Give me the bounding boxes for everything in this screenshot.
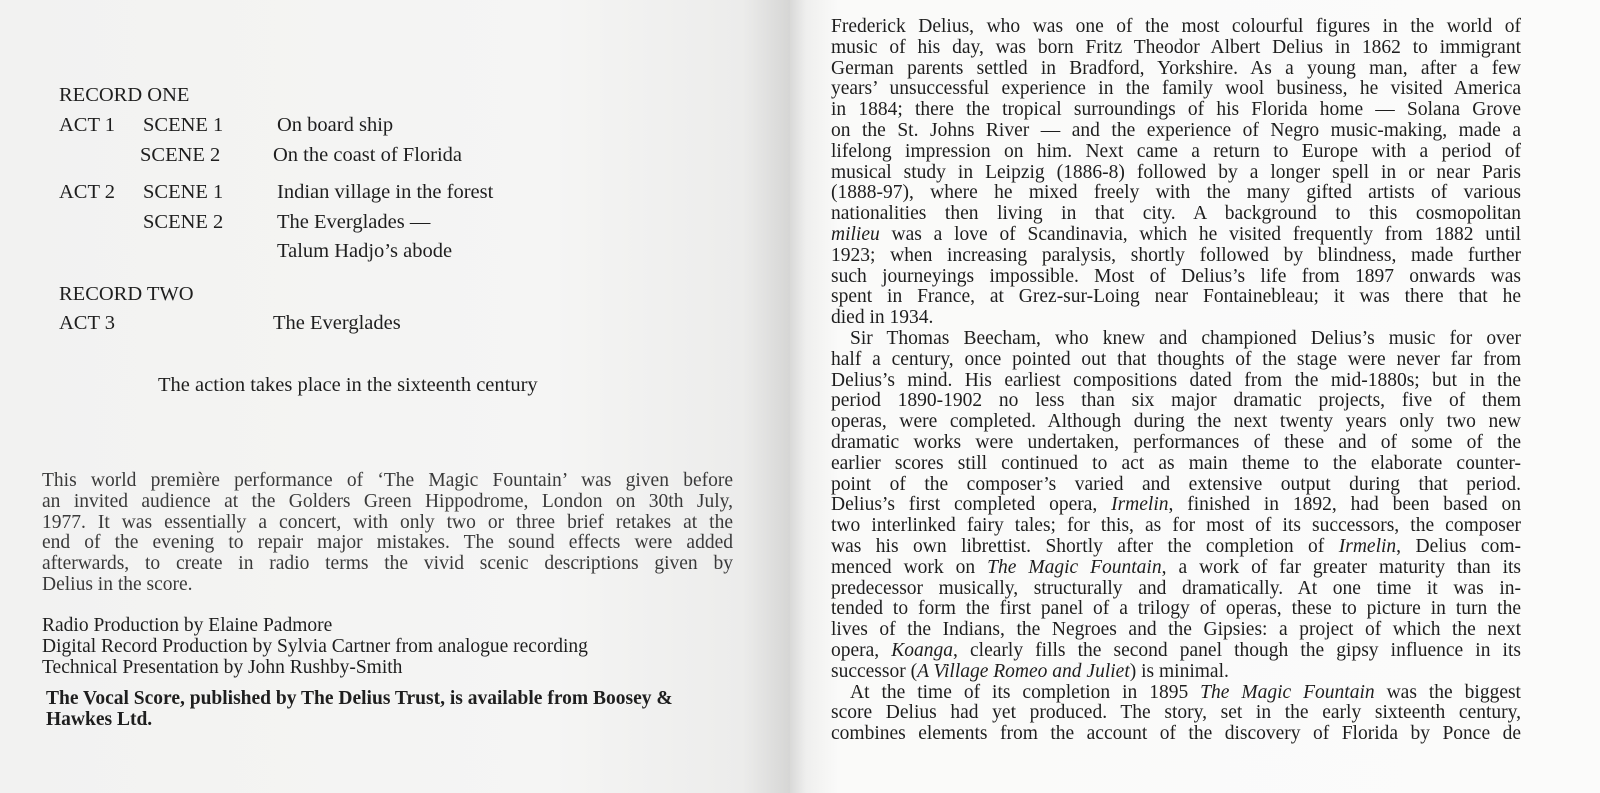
text-segment: successor ( xyxy=(831,660,918,682)
text-line xyxy=(831,183,1521,204)
text-segment: was a love of Scandinavia, which he visited frequently from 1882 until xyxy=(879,223,1521,245)
text-line xyxy=(831,537,1521,558)
italic-title: Koanga xyxy=(891,639,954,661)
text-segment: , finished in 1892, had been based on xyxy=(1168,494,1521,516)
text-segment: opera, xyxy=(831,639,892,661)
text-line xyxy=(831,225,1521,246)
text-segment: dramatic works were undertaken, performances of these and of some of the xyxy=(831,431,1521,453)
act-2-label: ACT 2 xyxy=(59,181,116,203)
act-1-scene-2-label: SCENE 2 xyxy=(140,144,221,166)
text-segment: lives of the Indians, the Negroes and the Gipsies: a project of which the next xyxy=(831,619,1521,641)
text-line xyxy=(831,308,1521,329)
text-segment: , clearly fills the second panel though the gipsy influence in its xyxy=(953,639,1521,661)
text-line xyxy=(831,287,1521,308)
italic-title: A Village Romeo and Juliet xyxy=(917,660,1130,682)
text-line xyxy=(831,558,1521,579)
text-segment: period 1890-1902 no less than six major dramatic projects, five of them xyxy=(831,390,1521,412)
text-line xyxy=(831,683,1521,704)
text-segment: in 1884; there the tropical surroundings of his Florida home — Solana Grove xyxy=(831,99,1521,121)
act-3-title: The Everglades xyxy=(273,312,401,334)
paragraph-line: afterwards, to create in radio terms the vivid scenic descriptions given by xyxy=(42,553,733,575)
text-segment: , a work of far greater maturity than its xyxy=(1161,556,1521,578)
text-segment: point of the composer’s varied and extensive output during that period. xyxy=(831,473,1521,495)
text-line xyxy=(831,724,1521,745)
paragraph-line: Delius in the score. xyxy=(42,573,193,595)
act-2-scene-1-label: SCENE 1 xyxy=(143,181,224,203)
premiere-paragraph xyxy=(42,471,733,596)
act-1-label: ACT 1 xyxy=(59,114,116,136)
text-line xyxy=(831,204,1521,225)
text-segment: died in 1934. xyxy=(831,307,934,329)
text-line xyxy=(831,391,1521,412)
italic-title: The Magic Fountain xyxy=(987,556,1162,578)
text-segment: predecessor musically, structurally and dramatically. At one time it was in- xyxy=(831,577,1521,599)
text-segment: on the St. Johns River — and the experience of Negro music-making, made a xyxy=(831,119,1521,141)
text-line xyxy=(831,412,1521,433)
biography-text xyxy=(831,17,1521,745)
act-2-scene-2-label: SCENE 2 xyxy=(143,211,224,233)
text-segment: (1888-97), where he mixed freely with the many gifted artists of various xyxy=(831,182,1521,204)
text-line xyxy=(831,79,1521,100)
text-line xyxy=(831,371,1521,392)
text-segment: Delius’s mind. His earliest compositions dated from the mid-1880s; but in the xyxy=(831,369,1521,391)
text-line xyxy=(831,121,1521,142)
text-line xyxy=(831,350,1521,371)
act-2-scene-1-title: Indian village in the forest xyxy=(277,181,494,203)
text-segment: Delius’s first completed opera, xyxy=(831,494,1112,516)
text-line xyxy=(831,495,1521,516)
text-line xyxy=(831,516,1521,537)
text-line xyxy=(831,579,1521,600)
credit-digital-production: Digital Record Production by Sylvia Cartner from analogue recording xyxy=(42,636,588,657)
act-1-scene-1-label: SCENE 1 xyxy=(143,114,224,136)
text-segment: music of his day, was born Fritz Theodor Albert Delius in 1862 to immigrant xyxy=(831,36,1521,58)
act-2-scene-2-title-cont: Talum Hadjo’s abode xyxy=(277,240,453,262)
text-line xyxy=(831,59,1521,80)
text-line xyxy=(831,246,1521,267)
credit-technical-presentation: Technical Presentation by John Rushby-Smith xyxy=(42,657,403,678)
setting-note: The action takes place in the sixteenth century xyxy=(158,374,538,396)
text-segment: , Delius com- xyxy=(1396,535,1521,557)
act-2-scene-2-title: The Everglades — xyxy=(277,211,431,233)
vocal-score-note xyxy=(46,689,736,730)
text-segment: menced work on xyxy=(831,556,988,578)
text-line xyxy=(831,703,1521,724)
text-segment: tended to form the first panel of a trilogy of operas, these to picture in turn the xyxy=(831,598,1521,620)
text-line xyxy=(831,433,1521,454)
act-3-label: ACT 3 xyxy=(59,312,116,334)
italic-title: The Magic Fountain xyxy=(1200,681,1375,703)
paragraph-line: end of the evening to repair major mistakes. The sound effects were added xyxy=(42,532,733,554)
italic-title: Irmelin xyxy=(1338,535,1397,557)
paragraph-line: 1977. It was essentially a concert, with only two or three brief retakes at the xyxy=(42,511,733,533)
paragraph-line: This world première performance of ‘The Magic Fountain’ was given before xyxy=(42,470,733,491)
production-credits xyxy=(42,615,588,678)
text-segment: was his own librettist. Shortly after the completion of xyxy=(831,535,1339,557)
text-line xyxy=(831,599,1521,620)
text-line xyxy=(831,662,1521,683)
text-segment: nationalities then living in that city. A background to this cosmopolitan xyxy=(831,203,1521,225)
text-line xyxy=(831,17,1521,38)
text-segment: such journeyings impossible. Most of Delius’s life from 1897 onwards was xyxy=(831,265,1521,287)
text-segment: ) is minimal. xyxy=(1129,660,1229,682)
vocal-score-line: Hawkes Ltd. xyxy=(46,708,153,730)
text-segment: operas, were completed. Although during the next twenty years only two new xyxy=(831,411,1521,433)
text-line xyxy=(831,267,1521,288)
credit-radio-production: Radio Production by Elaine Padmore xyxy=(42,615,333,636)
text-line xyxy=(831,475,1521,496)
italic-title: milieu xyxy=(831,223,880,245)
text-line xyxy=(831,620,1521,641)
text-segment: lifelong impression on him. Next came a return to Europe with a period of xyxy=(831,140,1521,162)
text-segment: earlier scores still continued to act as main theme to the elaborate counter- xyxy=(831,452,1521,474)
text-segment: musical study in Leipzig (1886-8) followed by a longer spell in or near Paris xyxy=(831,161,1521,183)
text-line xyxy=(831,100,1521,121)
text-segment: 1923; when increasing paralysis, shortly followed by blindness, made further xyxy=(831,244,1521,266)
text-segment: score Delius had yet produced. The story, set in the early sixteenth century, xyxy=(831,702,1521,724)
text-segment: Sir Thomas Beecham, who knew and championed Delius’s music for over xyxy=(850,327,1521,349)
record-two-heading: RECORD TWO xyxy=(59,283,194,305)
text-line xyxy=(831,142,1521,163)
text-segment: German parents settled in Bradford, Yorkshire. As a young man, after a few xyxy=(831,57,1521,79)
vocal-score-line: The Vocal Score, published by The Delius Trust, is available from Boosey & xyxy=(46,688,673,709)
left-page xyxy=(0,0,790,793)
text-segment: Frederick Delius, who was one of the most colourful figures in the world of xyxy=(831,16,1521,37)
text-segment: was the biggest xyxy=(1374,681,1521,703)
text-segment: half a century, once pointed out that thoughts of the stage were never far from xyxy=(831,348,1521,370)
act-1-scene-2-title: On the coast of Florida xyxy=(273,144,463,166)
italic-title: Irmelin xyxy=(1111,494,1169,516)
text-segment: two interlinked fairy tales; for this, as for most of its successors, the composer xyxy=(831,515,1521,537)
text-line xyxy=(831,329,1521,350)
text-line xyxy=(831,163,1521,184)
text-segment: spent in France, at Grez-sur-Loing near Fontainebleau; it was there that he xyxy=(831,286,1521,308)
text-segment: combines elements from the account of the discovery of Florida by Ponce de xyxy=(831,723,1521,745)
record-one-heading: RECORD ONE xyxy=(59,84,190,106)
text-line xyxy=(831,641,1521,662)
text-segment: At the time of its completion in 1895 xyxy=(850,681,1201,703)
text-line xyxy=(831,454,1521,475)
act-1-scene-1-title: On board ship xyxy=(277,114,394,136)
text-line xyxy=(831,38,1521,59)
text-segment: years’ unsuccessful experience in the family wool business, he visited America xyxy=(831,78,1521,100)
paragraph-line: an invited audience at the Golders Green Hippodrome, London on 30th July, xyxy=(42,490,733,512)
